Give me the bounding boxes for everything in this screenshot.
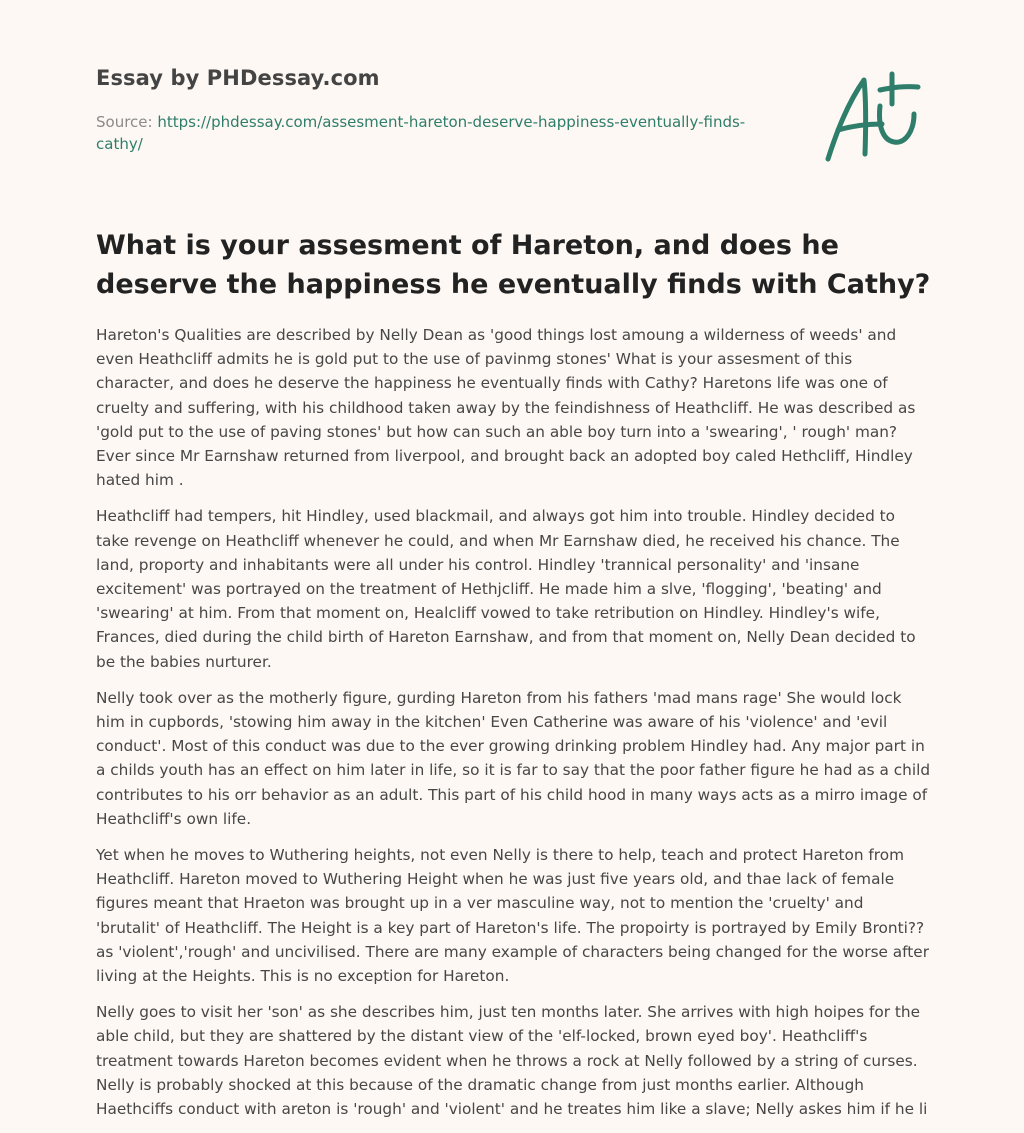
source-link[interactable]: https://phdessay.com/assesment-hareton-deserve-happiness-eventually-finds-cathy/ xyxy=(96,113,746,153)
essay-title: What is your assesment of Hareton, and does he deserve the happiness he eventually finds with Cathy? xyxy=(96,230,931,300)
paragraph: Nelly goes to visit her 'son' as she describes him, just ten months later. She arrives with high hoipes for the able child, but they are shattered by the distant view of the 'elf-locked, brown eyed boy'. Heathcliff's treatment towards Hareton becomes evident when he throws a rock at Nelly followed by a string of curses. Nelly is probably shocked at this because of the dramatic change from just months earlier. Although Haethciffs conduct with areton is 'rough' and 'violent' and he treates him like a slave; Nelly askes him if he li xyxy=(96,1003,928,1119)
paragraph: Heathcliff had tempers, hit Hindley, used blackmail, and always got him into trouble. Hindley decided to take revenge on Heathcliff whenever he could, and when Mr Earnshaw died, he received his chance. The land, proporty and inhabitants were all under his control. Hindley 'trannical personality' and 'insane excitement' was portrayed on the treatment of Hethjcliff. He made him a slve, 'flogging', 'beating' and 'swearing' at him. From that moment on, Healcliff vowed to take retribution on Hindley. Hindley's wife, Frances, died during the child birth of Hareton Earnshaw, and from that moment on, Nelly Dean decided to be the babies nurturer. xyxy=(96,507,916,671)
a-plus-grade-icon xyxy=(822,68,932,164)
paragraph: Nelly took over as the motherly figure, gurding Hareton from his fathers 'mad mans rage' She would lock him in cupbords, 'stowing him away in the kitchen' Even Catherine was aware of his 'violence' and 'evil conduct'. Most of this conduct was due to the ever growing drinking problem Hindley had. Any major part in a childs youth has an effect on him later in life, so it is far to say that the poor father figure he had as a child contributes to his orr behavior as an adult. This part of his child hood in many ways acts as a mirro image of Heathcliff's own life. xyxy=(96,688,931,828)
essay-body xyxy=(96,323,932,1133)
source-line xyxy=(96,111,756,155)
source-label: Source: xyxy=(96,113,158,131)
brand-title: Essay by PHDessay.com xyxy=(96,66,380,90)
paragraph: Hareton's Qualities are described by Nelly Dean as 'good things lost amoung a wilderness of weeds' and even Heathcliff admits he is gold put to the use of pavinmg stones' What is your assesment of this character, and does he deserve the happiness he eventually finds with Cathy? Haretons life was one of cruelty and suffering, with his childhood taken away by the feindishness of Heathcliff. He was described as 'gold put to the use of paving stones' but how can such an able boy turn into a 'swearing', ' rough' man? Ever since Mr Earnshaw returned from liverpool, and brought back an adopted boy caled Hethcliff, Hindley hated him . xyxy=(96,326,916,490)
paragraph: Yet when he moves to Wuthering heights, not even Nelly is there to help, teach and protect Hareton from Heathcliff. Hareton moved to Wuthering Height when he was just five years old, and thae lack of female figures meant that Hraeton was brought up in a ver masculine way, not to mention the 'cruelty' and 'brutalit' of Heathcliff. The Height is a key part of Hareton's life. The propoirty is portrayed by Emily Bronti?? as 'violent','rough' and uncivilised. There are many example of characters being changed for the worse after living at the Heights. This is no exception for Hareton. xyxy=(96,846,930,986)
